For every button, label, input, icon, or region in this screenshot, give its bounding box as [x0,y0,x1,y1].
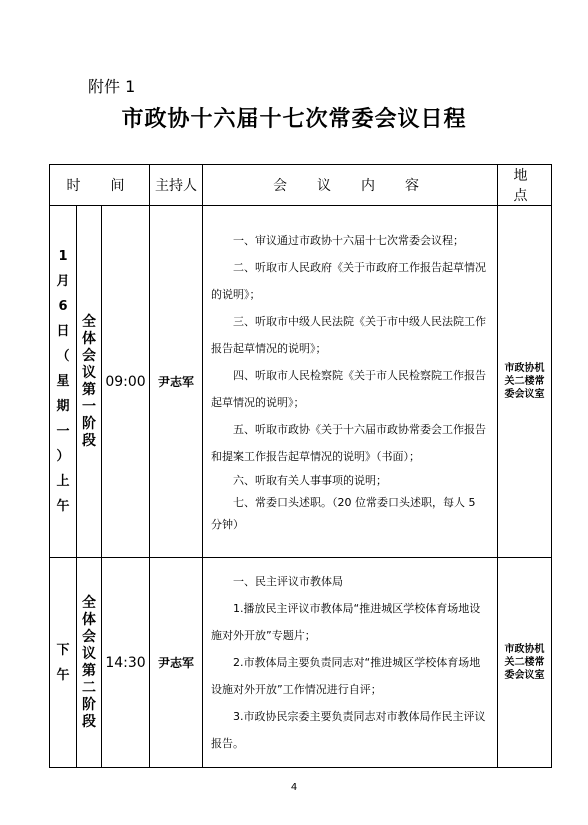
schedule-table [49,164,558,768]
table-header-row [50,165,552,206]
page-number: 4 [290,782,298,793]
agenda-item: 一、民主评议市教体局 [233,575,344,588]
agenda-item: 2.市教体局主要负责同志对“推进城区学校体育场地设施对外开放”工作情况进行自评； [211,656,481,696]
page-title: 市政协十六届十七次常委会议日程 [121,106,467,132]
time-cell: 14:30 [102,558,150,768]
header-time: 时 间 [50,165,150,206]
agenda-item: 3.市政协民宗委主要负责同志对市教体局作民主评议报告。 [211,710,486,750]
host-cell: 尹志军 [150,206,203,558]
agenda-item: 五、听取市政协《关于十六届市政协常委会工作报告和提案工作报告起草情况的说明》（书面）； [211,423,487,463]
agenda-item: 七、常委口头述职。（20 位常委口头述职，每人 5 分钟） [211,496,476,531]
location-cell: 市政协机关二楼常委会议室 [498,558,552,768]
session-cell: 全 体 会 议 第 一 阶 段 [77,206,102,558]
agenda-item: 六、听取有关人事事项的说明； [233,474,388,487]
agenda-item: 1.播放民主评议市教体局“推进城区学校体育场地设施对外开放”专题片； [211,602,481,642]
agenda-item: 二、听取市人民政府《关于市政府工作报告起草情况的说明》； [211,261,487,301]
content-cell [203,206,498,558]
table-row [50,558,552,768]
session-cell: 全 体 会 议 第 二 阶 段 [77,558,102,768]
header-location: 地 点 [498,165,552,206]
agenda-item: 一、审议通过市政协十六届十七次常委会议程； [233,234,465,247]
agenda-item: 三、听取市中级人民法院《关于市中级人民法院工作报告起草情况的说明》； [211,315,487,355]
time-cell: 09:00 [102,206,150,558]
date-cell: 1 月 6 日 （ 星 期 一 ） 上 午 [50,206,77,558]
header-content: 会 议 内 容 [203,165,498,206]
host-cell: 尹志军 [150,558,203,768]
attachment-label: 附件 1 [88,77,136,96]
location-cell: 市政协机关二楼常委会议室 [498,206,552,558]
table-row [50,206,552,558]
header-host: 主持人 [150,165,203,206]
date-cell: 下 午 [50,558,77,768]
content-cell [203,558,498,768]
agenda-item: 四、听取市人民检察院《关于市人民检察院工作报告起草情况的说明》； [211,369,487,409]
